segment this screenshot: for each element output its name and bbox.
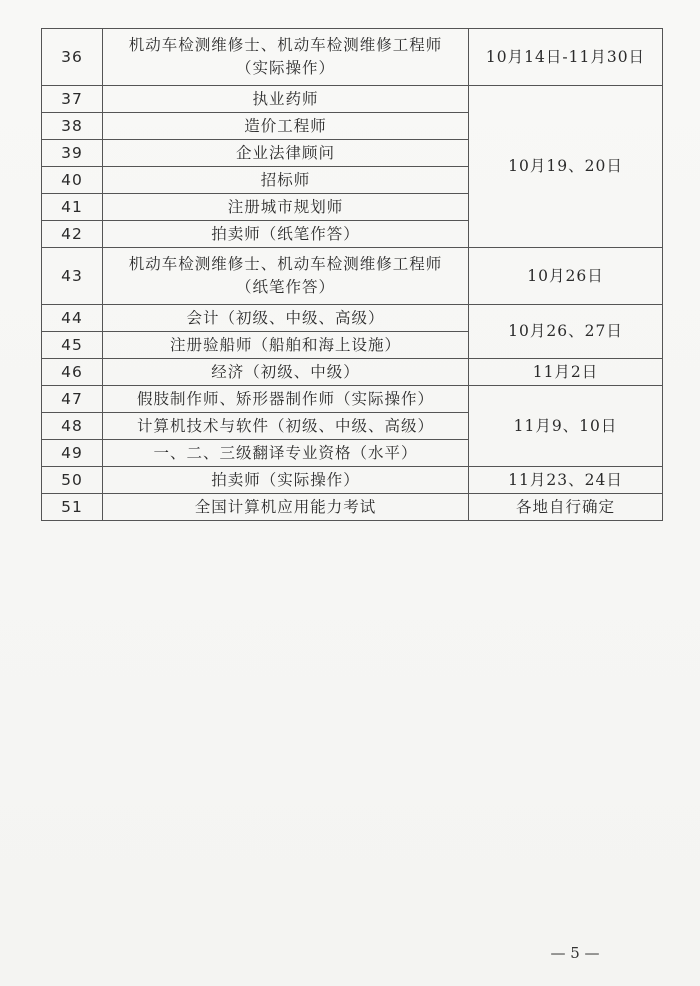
exam-name: 注册城市规划师 [103,194,469,221]
row-number: 43 [42,248,103,305]
exam-date: 10月26、27日 [469,305,663,359]
table-row [42,86,663,113]
exam-name: 拍卖师（纸笔作答） [103,221,469,248]
table-row [42,386,663,413]
table-row [42,29,663,86]
row-number: 41 [42,194,103,221]
row-number: 46 [42,359,103,386]
exam-name: 会计（初级、中级、高级） [103,305,469,332]
exam-date: 11月23、24日 [469,467,663,494]
exam-name [103,248,469,305]
row-number: 40 [42,167,103,194]
row-number: 44 [42,305,103,332]
exam-name-line: （实际操作） [235,59,335,77]
exam-name-line: （纸笔作答） [235,278,335,296]
exam-name: 经济（初级、中级） [103,359,469,386]
exam-name: 计算机技术与软件（初级、中级、高级） [103,413,469,440]
row-number: 37 [42,86,103,113]
exam-name: 企业法律顾问 [103,140,469,167]
exam-date: 10月14日-11月30日 [469,29,663,86]
exam-schedule-table [41,28,663,521]
table-row [42,248,663,305]
exam-name: 假肢制作师、矫形器制作师（实际操作） [103,386,469,413]
exam-date: 10月26日 [469,248,663,305]
table-row [42,467,663,494]
exam-name: 拍卖师（实际操作） [103,467,469,494]
table-row [42,494,663,521]
row-number: 50 [42,467,103,494]
exam-name: 全国计算机应用能力考试 [103,494,469,521]
exam-name: 注册验船师（船舶和海上设施） [103,332,469,359]
exam-name [103,29,469,86]
row-number: 49 [42,440,103,467]
exam-date: 11月2日 [469,359,663,386]
row-number: 38 [42,113,103,140]
row-number: 47 [42,386,103,413]
row-number: 42 [42,221,103,248]
exam-name: 招标师 [103,167,469,194]
page-number: — 5 — [550,944,600,962]
table-row [42,359,663,386]
row-number: 36 [42,29,103,86]
exam-date: 11月9、10日 [469,386,663,467]
exam-name-line: 机动车检测维修士、机动车检测维修工程师 [128,36,443,54]
exam-date: 10月19、20日 [469,86,663,248]
exam-name-line: 机动车检测维修士、机动车检测维修工程师 [128,255,443,273]
row-number: 45 [42,332,103,359]
exam-date: 各地自行确定 [469,494,663,521]
exam-name: 执业药师 [103,86,469,113]
exam-name: 造价工程师 [103,113,469,140]
row-number: 48 [42,413,103,440]
row-number: 39 [42,140,103,167]
exam-name: 一、二、三级翻译专业资格（水平） [103,440,469,467]
table-row [42,305,663,332]
row-number: 51 [42,494,103,521]
